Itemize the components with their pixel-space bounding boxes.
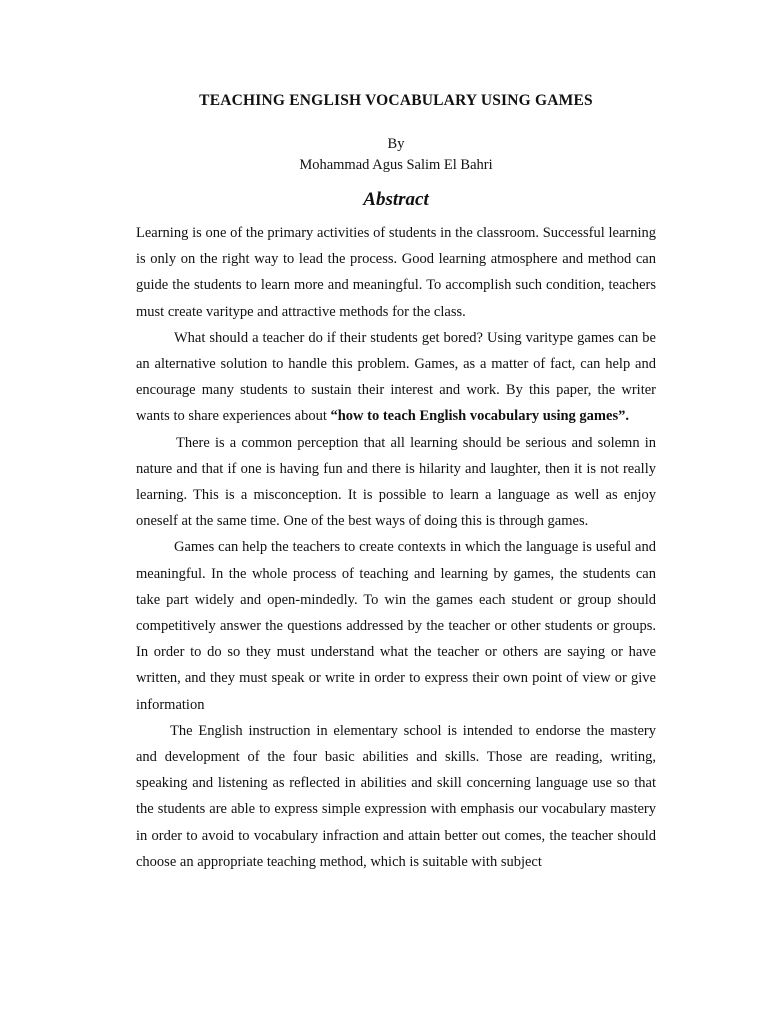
- abstract-heading: Abstract: [363, 189, 429, 210]
- paper-title: TEACHING ENGLISH VOCABULARY USING GAMES: [199, 92, 593, 109]
- byline: [136, 134, 656, 176]
- body-paragraph-5: The English instruction in elementary school is intended to endorse the mastery and development of the four basic abilities and skills. Those are reading, writing, speaking and listening as reflected in abilities and skill concerning language use so that the students are able to express simple expression with emphasis our vocabulary mastery in order to avoid to vocabulary infraction and attain better out comes, the teacher should choose an appropriate teaching method, which is suitable with subject: [136, 722, 656, 870]
- author-name: Mohammad Agus Salim El Bahri: [299, 157, 493, 173]
- by-label: By: [387, 136, 405, 152]
- paragraph-2-emphasis: “how to teach English vocabulary using games”.: [330, 408, 629, 425]
- body-paragraph-4: Games can help the teachers to create contexts in which the language is useful and meaningful. In the whole process of teaching and learning by games, the students can take part widely and open-mindedly. To win the games each student or group should competitively answer the questions addressed by the teacher or other students or groups. In order to do so they must understand what the teacher or others are saying or have written, and they must speak or write in order to express their own point of view or give information: [136, 539, 656, 713]
- abstract-paragraph-2: [136, 325, 656, 430]
- abstract-paragraph-1: Learning is one of the primary activities of students in the classroom. Successful learning is only on the right way to lead the process. Good learning atmosphere and method can guide the students to learn more and meaningful. To accomplish such condition, teachers must create varitype and attractive methods for the class.: [136, 225, 656, 320]
- body-paragraph-3: There is a common perception that all learning should be serious and solemn in nature and that if one is having fun and there is hilarity and laughter, then it is not really learning. This is a misconception. It is possible to learn a language as well as enjoy oneself at the same time. One of the best ways of doing this is through games.: [136, 434, 656, 530]
- paragraph-2-text: What should a teacher do if their students get bored? Using varitype games can be an alternative solution to handle this problem. Games, as a matter of fact, can help and encourage many students to sustain their interest and work. By this paper, the writer wants to share experiences about: [136, 329, 656, 425]
